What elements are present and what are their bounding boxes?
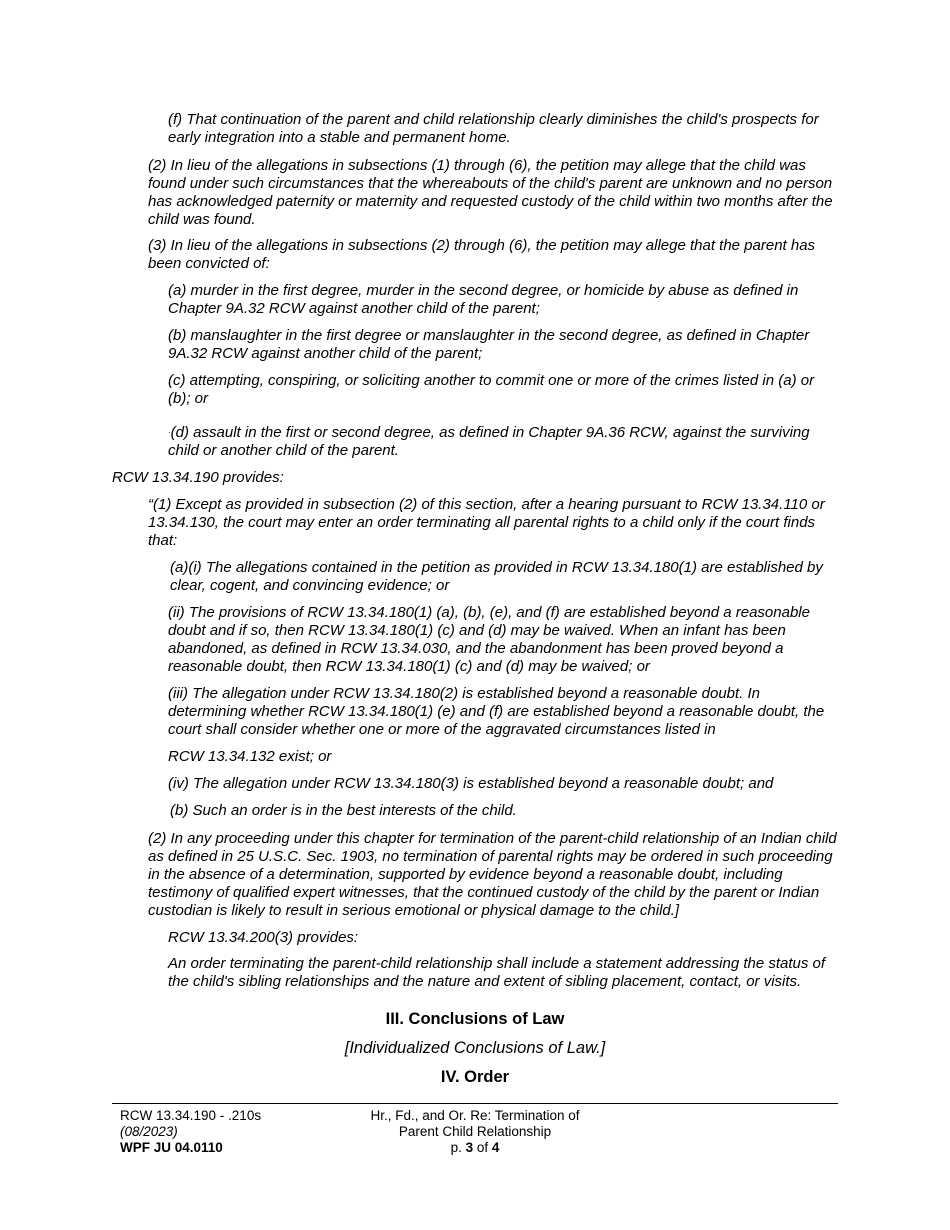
rcw-200-intro: RCW 13.34.200(3) provides:	[168, 929, 359, 946]
paragraph-3b: (b) manslaughter in the first degree or manslaughter in the second degree, as defined in Chapter 9A.32 RCW against another child of the parent;	[168, 327, 810, 362]
conclusions-placeholder: [Individualized Conclusions of Law.]	[344, 1039, 606, 1057]
rcw-200-text: An order terminating the parent-child relationship shall include a statement addressing the status of the child's sibling relationships and the nature and extent of sibling placement, contact, or visits.	[168, 955, 826, 990]
footer-revision-date: (08/2023)	[120, 1124, 178, 1139]
rcw-190-intro: RCW 13.34.190 provides:	[112, 469, 284, 486]
footer-title-line2: Parent Child Relationship	[398, 1124, 552, 1139]
rcw-190-b: (b) Such an order is in the best interests of the child.	[170, 802, 517, 819]
order-heading: IV. Order	[440, 1068, 510, 1086]
paragraph-2: (2) In lieu of the allegations in subsections (1) through (6), the petition may allege that the child was found under such circumstances that the whereabouts of the child's parent are unknown and no person has acknowledged paternity or maternity and requested custody of the child within two months after the child was found.	[148, 157, 833, 228]
field-marker: ·	[168, 428, 171, 438]
rcw-190-subsection-1: “(1) Except as provided in subsection (2) of this section, after a hearing pursuant to RCW 13.34.110 or 13.34.130, the court may enter an order terminating all parental rights to a child only if the court finds that:	[148, 496, 825, 549]
footer-left	[120, 1108, 360, 1156]
page-prefix: p.	[450, 1140, 466, 1155]
rcw-190-iv: (iv) The allegation under RCW 13.34.180(3) is established beyond a reasonable doubt; and	[168, 775, 774, 792]
footer-title-line1: Hr., Fd., and Or. Re: Termination of	[370, 1108, 580, 1123]
rcw-190-a-i: (a)(i) The allegations contained in the petition as provided in RCW 13.34.180(1) are established by clear, cogent, and convincing evidence; or	[170, 559, 823, 594]
paragraph-3c: (c) attempting, conspiring, or soliciting another to commit one or more of the crimes listed in (a) or (b); or	[168, 372, 815, 407]
paragraph-3a: (a) murder in the first degree, murder in the second degree, or homicide by abuse as defined in Chapter 9A.32 RCW against another child of the parent;	[168, 282, 799, 317]
rcw-190-ii: (ii) The provisions of RCW 13.34.180(1) (a), (b), (e), and (f) are established beyond a reasonable doubt and if so, then RCW 13.34.180(1) (c) and (d) may be waived. When an infant has been abandoned, as defined in RCW 13.34.030, and the abandonment has been proved beyond a reasonable doubt, then RCW 13.34.180(1) (c) and (d) may be waived; or	[168, 604, 810, 675]
rcw-190-iii-continued: RCW 13.34.132 exist; or	[168, 748, 332, 765]
footer-center	[345, 1108, 605, 1156]
footer-divider	[112, 1103, 838, 1104]
paragraph-3: (3) In lieu of the allegations in subsections (2) through (6), the petition may allege that the parent has been convicted of:	[148, 237, 816, 272]
paragraph-f: (f) That continuation of the parent and child relationship clearly diminishes the child's prospects for early integration into a stable and permanent home.	[168, 111, 819, 146]
paragraph-3d: (d) assault in the first or second degree, as defined in Chapter 9A.36 RCW, against the surviving child or another child of the parent.	[168, 424, 810, 460]
page-of: of	[473, 1140, 492, 1155]
rcw-190-subsection-2: (2) In any proceeding under this chapter for termination of the parent-child relationship of an Indian child as defined in 25 U.S.C. Sec. 1903, no termination of parental rights may be ordered in such proceeding in the absence of a determination, supported by evidence beyond a reasonable doubt, including testimony of qualified expert witnesses, that the continued custody of the child by the parent or Indian custodian is likely to result in serious emotional or physical damage to the child.]	[148, 830, 837, 919]
footer-rcw-range: RCW 13.34.190 - .210s	[120, 1108, 262, 1123]
page-current: 3	[465, 1140, 474, 1155]
paragraph-3d-block	[168, 424, 840, 460]
rcw-190-iii: (iii) The allegation under RCW 13.34.180(2) is established beyond a reasonable doubt. In determining whether RCW 13.34.180(1) (e) and (f) are established beyond a reasonable doubt, the court shall consider whether one or more of the aggravated circumstances listed in	[168, 685, 825, 738]
footer-page-number	[345, 1140, 605, 1156]
conclusions-of-law-heading: III. Conclusions of Law	[385, 1010, 565, 1028]
page-total: 4	[491, 1140, 500, 1155]
footer-form-id: WPF JU 04.0110	[120, 1140, 223, 1155]
